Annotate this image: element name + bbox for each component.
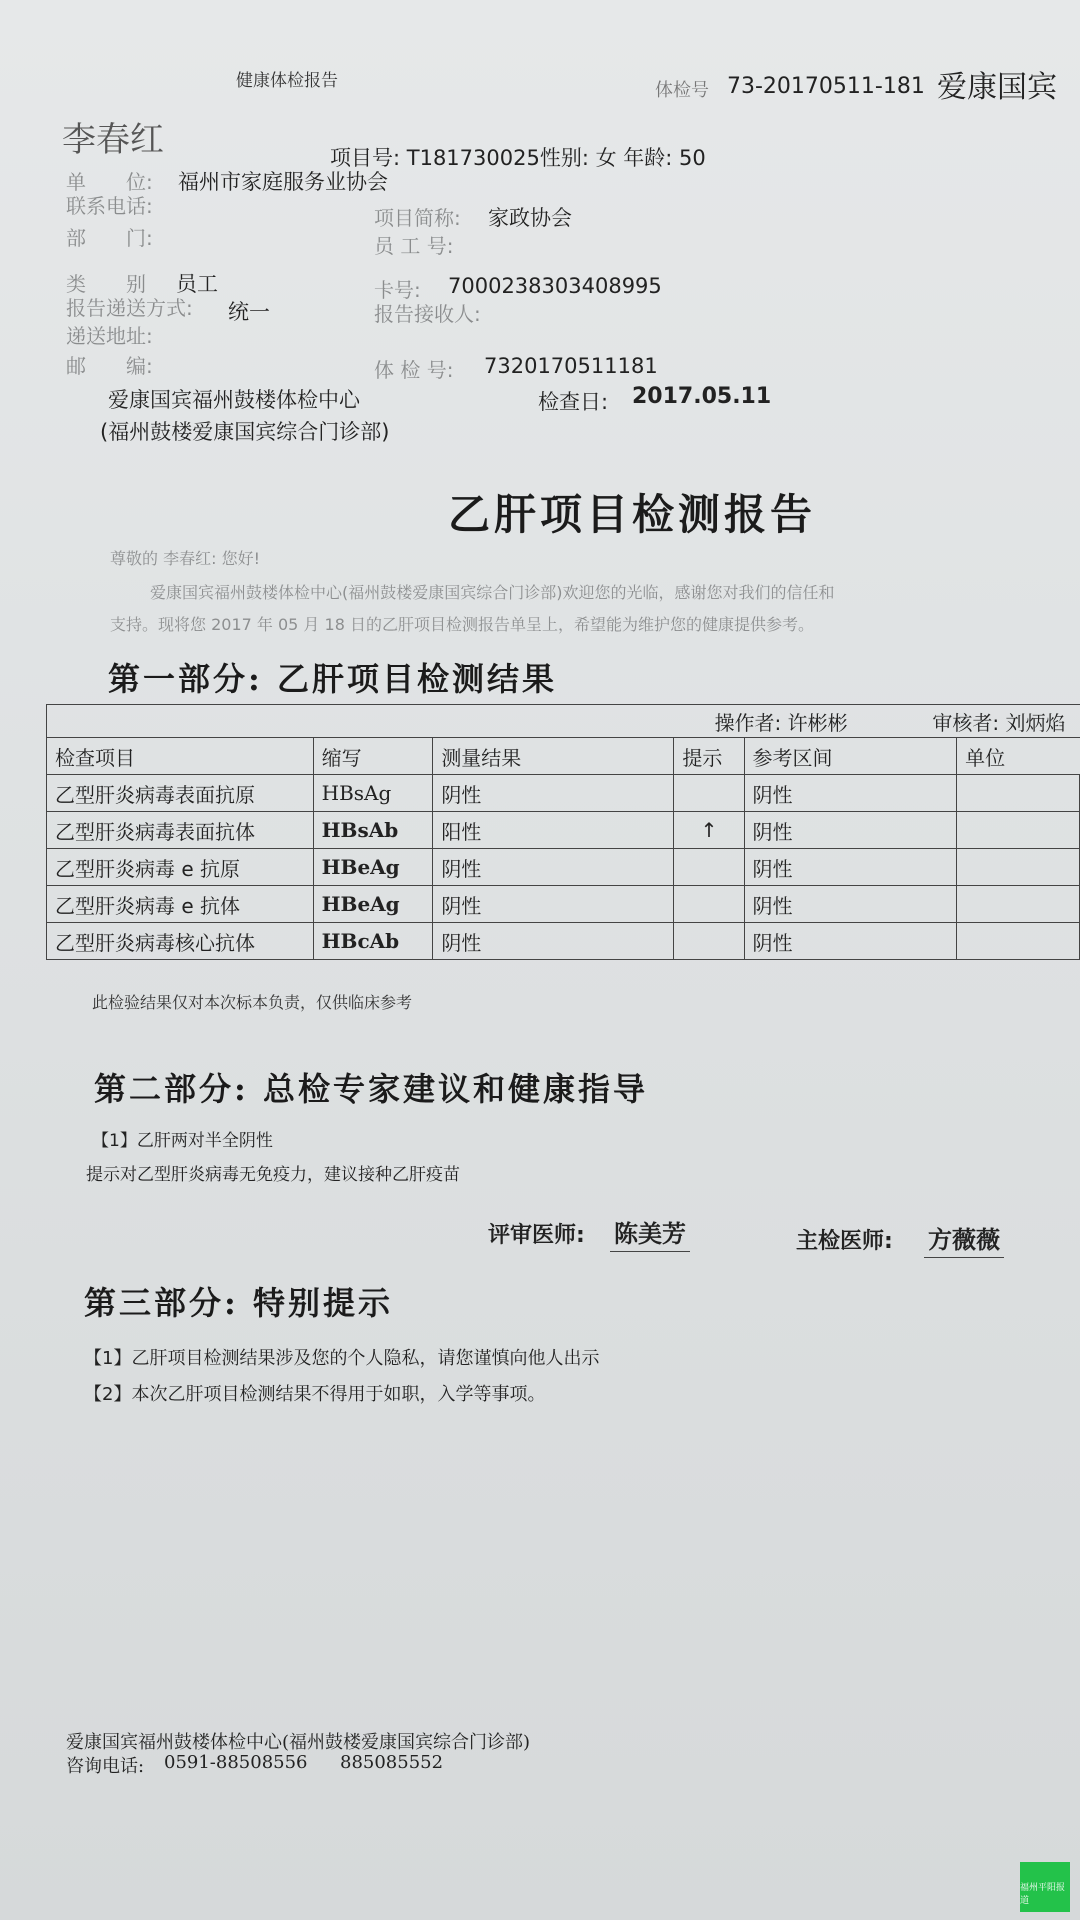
review-doctor-label: 评审医师: bbox=[488, 1223, 585, 1248]
cell-item: 乙型肝炎病毒表面抗原 bbox=[47, 775, 314, 812]
col-result: 测量结果 bbox=[433, 738, 674, 775]
greeting: 尊敬的 李春红: 您好! bbox=[110, 549, 260, 568]
col-unit: 单位 bbox=[957, 738, 1080, 775]
cell-result: 阴性 bbox=[433, 923, 674, 960]
footer-center: 爱康国宾福州鼓楼体检中心(福州鼓楼爱康国宾综合门诊部) bbox=[66, 1732, 531, 1753]
cell-ref: 阴性 bbox=[744, 812, 957, 849]
cell-result: 阴性 bbox=[433, 775, 674, 812]
cell-ref: 阴性 bbox=[744, 849, 957, 886]
part2-item1: 【1】乙肝两对半全阴性 bbox=[92, 1131, 273, 1151]
address-label: 递送地址: bbox=[66, 324, 153, 348]
reviewer: 审核者: 刘炳焰 bbox=[932, 710, 1066, 735]
cell-ref: 阴性 bbox=[744, 886, 957, 923]
report-title: 乙肝项目检测报告 bbox=[448, 490, 817, 539]
center-name: 爱康国宾福州鼓楼体检中心 bbox=[108, 388, 360, 412]
cell-abbr: HBsAb bbox=[313, 812, 433, 849]
staff-no-label: 员 工 号: bbox=[374, 234, 454, 258]
up-arrow-icon: ↑ bbox=[674, 812, 744, 849]
cell-abbr: HBsAg bbox=[313, 775, 433, 812]
cell-abbr: HBeAg bbox=[313, 849, 433, 886]
col-abbr: 缩写 bbox=[313, 738, 433, 775]
part2-title: 第二部分: 总检专家建议和健康指导 bbox=[94, 1070, 648, 1108]
exam-no2-value: 7320170511181 bbox=[484, 354, 658, 378]
cell-result: 阴性 bbox=[433, 849, 674, 886]
project-line: 项目号: T181730025性别: 女 年龄: 50 bbox=[330, 146, 706, 170]
part1-title: 第一部分: 乙肝项目检测结果 bbox=[108, 660, 557, 698]
cell-hint bbox=[674, 923, 744, 960]
operator: 操作者: 许彬彬 bbox=[714, 710, 848, 735]
cell-hint bbox=[674, 886, 744, 923]
category-value: 员工 bbox=[176, 272, 218, 296]
cell-abbr: HBcAb bbox=[313, 923, 433, 960]
cell-result: 阴性 bbox=[433, 886, 674, 923]
cell-hint bbox=[674, 849, 744, 886]
part3-title: 第三部分: 特别提示 bbox=[84, 1284, 393, 1322]
cell-item: 乙型肝炎病毒核心抗体 bbox=[47, 923, 314, 960]
card-value: 7000238303408995 bbox=[448, 274, 662, 298]
table-row bbox=[47, 849, 1080, 886]
card-label: 卡号: bbox=[374, 278, 421, 302]
cell-unit bbox=[957, 849, 1080, 886]
footer-phone2: 885085552 bbox=[340, 1752, 444, 1773]
intro-line2: 支持。现将您 2017 年 05 月 18 日的乙肝项目检测报告单呈上，希望能为维护您的健康提供参考。 bbox=[110, 615, 814, 634]
part2-item1-detail: 提示对乙型肝炎病毒无免疫力，建议接种乙肝疫苗 bbox=[86, 1165, 460, 1185]
project-short-value: 家政协会 bbox=[488, 206, 572, 230]
delivery-label: 报告递送方式: bbox=[66, 296, 193, 320]
footer-phone-label: 咨询电话: bbox=[66, 1756, 145, 1777]
cell-unit bbox=[957, 812, 1080, 849]
exam-no2-label: 体 检 号: bbox=[374, 358, 454, 382]
watermark-badge: 福州平阳报道 bbox=[1020, 1862, 1070, 1912]
table-header-row bbox=[47, 738, 1080, 775]
cell-hint bbox=[674, 775, 744, 812]
chief-doctor-label: 主检医师: bbox=[796, 1229, 893, 1254]
table-row bbox=[47, 886, 1080, 923]
col-item: 检查项目 bbox=[47, 738, 314, 775]
cell-result: 阳性 bbox=[433, 812, 674, 849]
cell-item: 乙型肝炎病毒 e 抗原 bbox=[47, 849, 314, 886]
intro-line1: 爱康国宾福州鼓楼体检中心(福州鼓楼爱康国宾综合门诊部)欢迎您的光临，感谢您对我们的信任和 bbox=[150, 583, 835, 602]
footer-phone1: 0591-88508556 bbox=[164, 1752, 308, 1773]
cell-ref: 阴性 bbox=[744, 775, 957, 812]
dept-label: 部 门: bbox=[66, 226, 153, 250]
category-label: 类 别 bbox=[66, 272, 146, 296]
exam-no: 73-20170511-181 bbox=[727, 74, 925, 99]
results-note: 此检验结果仅对本次标本负责，仅供临床参考 bbox=[92, 993, 413, 1012]
project-short-label: 项目简称: bbox=[374, 206, 461, 230]
part3-item1: 【1】乙肝项目检测结果涉及您的个人隐私，请您谨慎向他人出示 bbox=[84, 1348, 600, 1369]
center-sub: (福州鼓楼爱康国宾综合门诊部) bbox=[100, 420, 390, 444]
review-doctor-signature: 陈美芳 bbox=[610, 1214, 690, 1252]
patient-name: 李春红 bbox=[62, 120, 164, 160]
unit-value: 福州市家庭服务业协会 bbox=[178, 170, 388, 194]
col-ref: 参考区间 bbox=[744, 738, 957, 775]
delivery-value: 统一 bbox=[228, 300, 270, 324]
results-table bbox=[46, 704, 1080, 960]
col-hint: 提示 bbox=[674, 738, 744, 775]
cell-abbr: HBeAg bbox=[313, 886, 433, 923]
cell-unit bbox=[957, 775, 1080, 812]
table-row bbox=[47, 775, 1080, 812]
part3-item2: 【2】本次乙肝项目检测结果不得用于如职，入学等事项。 bbox=[84, 1384, 546, 1405]
doc-type: 健康体检报告 bbox=[236, 71, 338, 91]
table-row bbox=[47, 923, 1080, 960]
table-ops-row bbox=[47, 705, 1080, 738]
recipient-label: 报告接收人: bbox=[374, 302, 481, 326]
cell-ref: 阴性 bbox=[744, 923, 957, 960]
postcode-label: 邮 编: bbox=[66, 354, 153, 378]
cell-unit bbox=[957, 923, 1080, 960]
exam-no-label: 体检号 bbox=[655, 80, 709, 101]
phone-label: 联系电话: bbox=[66, 194, 153, 218]
date-label: 检查日: bbox=[538, 390, 609, 414]
table-row bbox=[47, 812, 1080, 849]
cell-item: 乙型肝炎病毒表面抗体 bbox=[47, 812, 314, 849]
chief-doctor-signature: 方薇薇 bbox=[924, 1220, 1004, 1258]
brand: 爱康国宾 bbox=[937, 70, 1057, 105]
cell-item: 乙型肝炎病毒 e 抗体 bbox=[47, 886, 314, 923]
cell-unit bbox=[957, 886, 1080, 923]
unit-label: 单 位: bbox=[66, 170, 153, 194]
date-value: 2017.05.11 bbox=[632, 384, 772, 409]
